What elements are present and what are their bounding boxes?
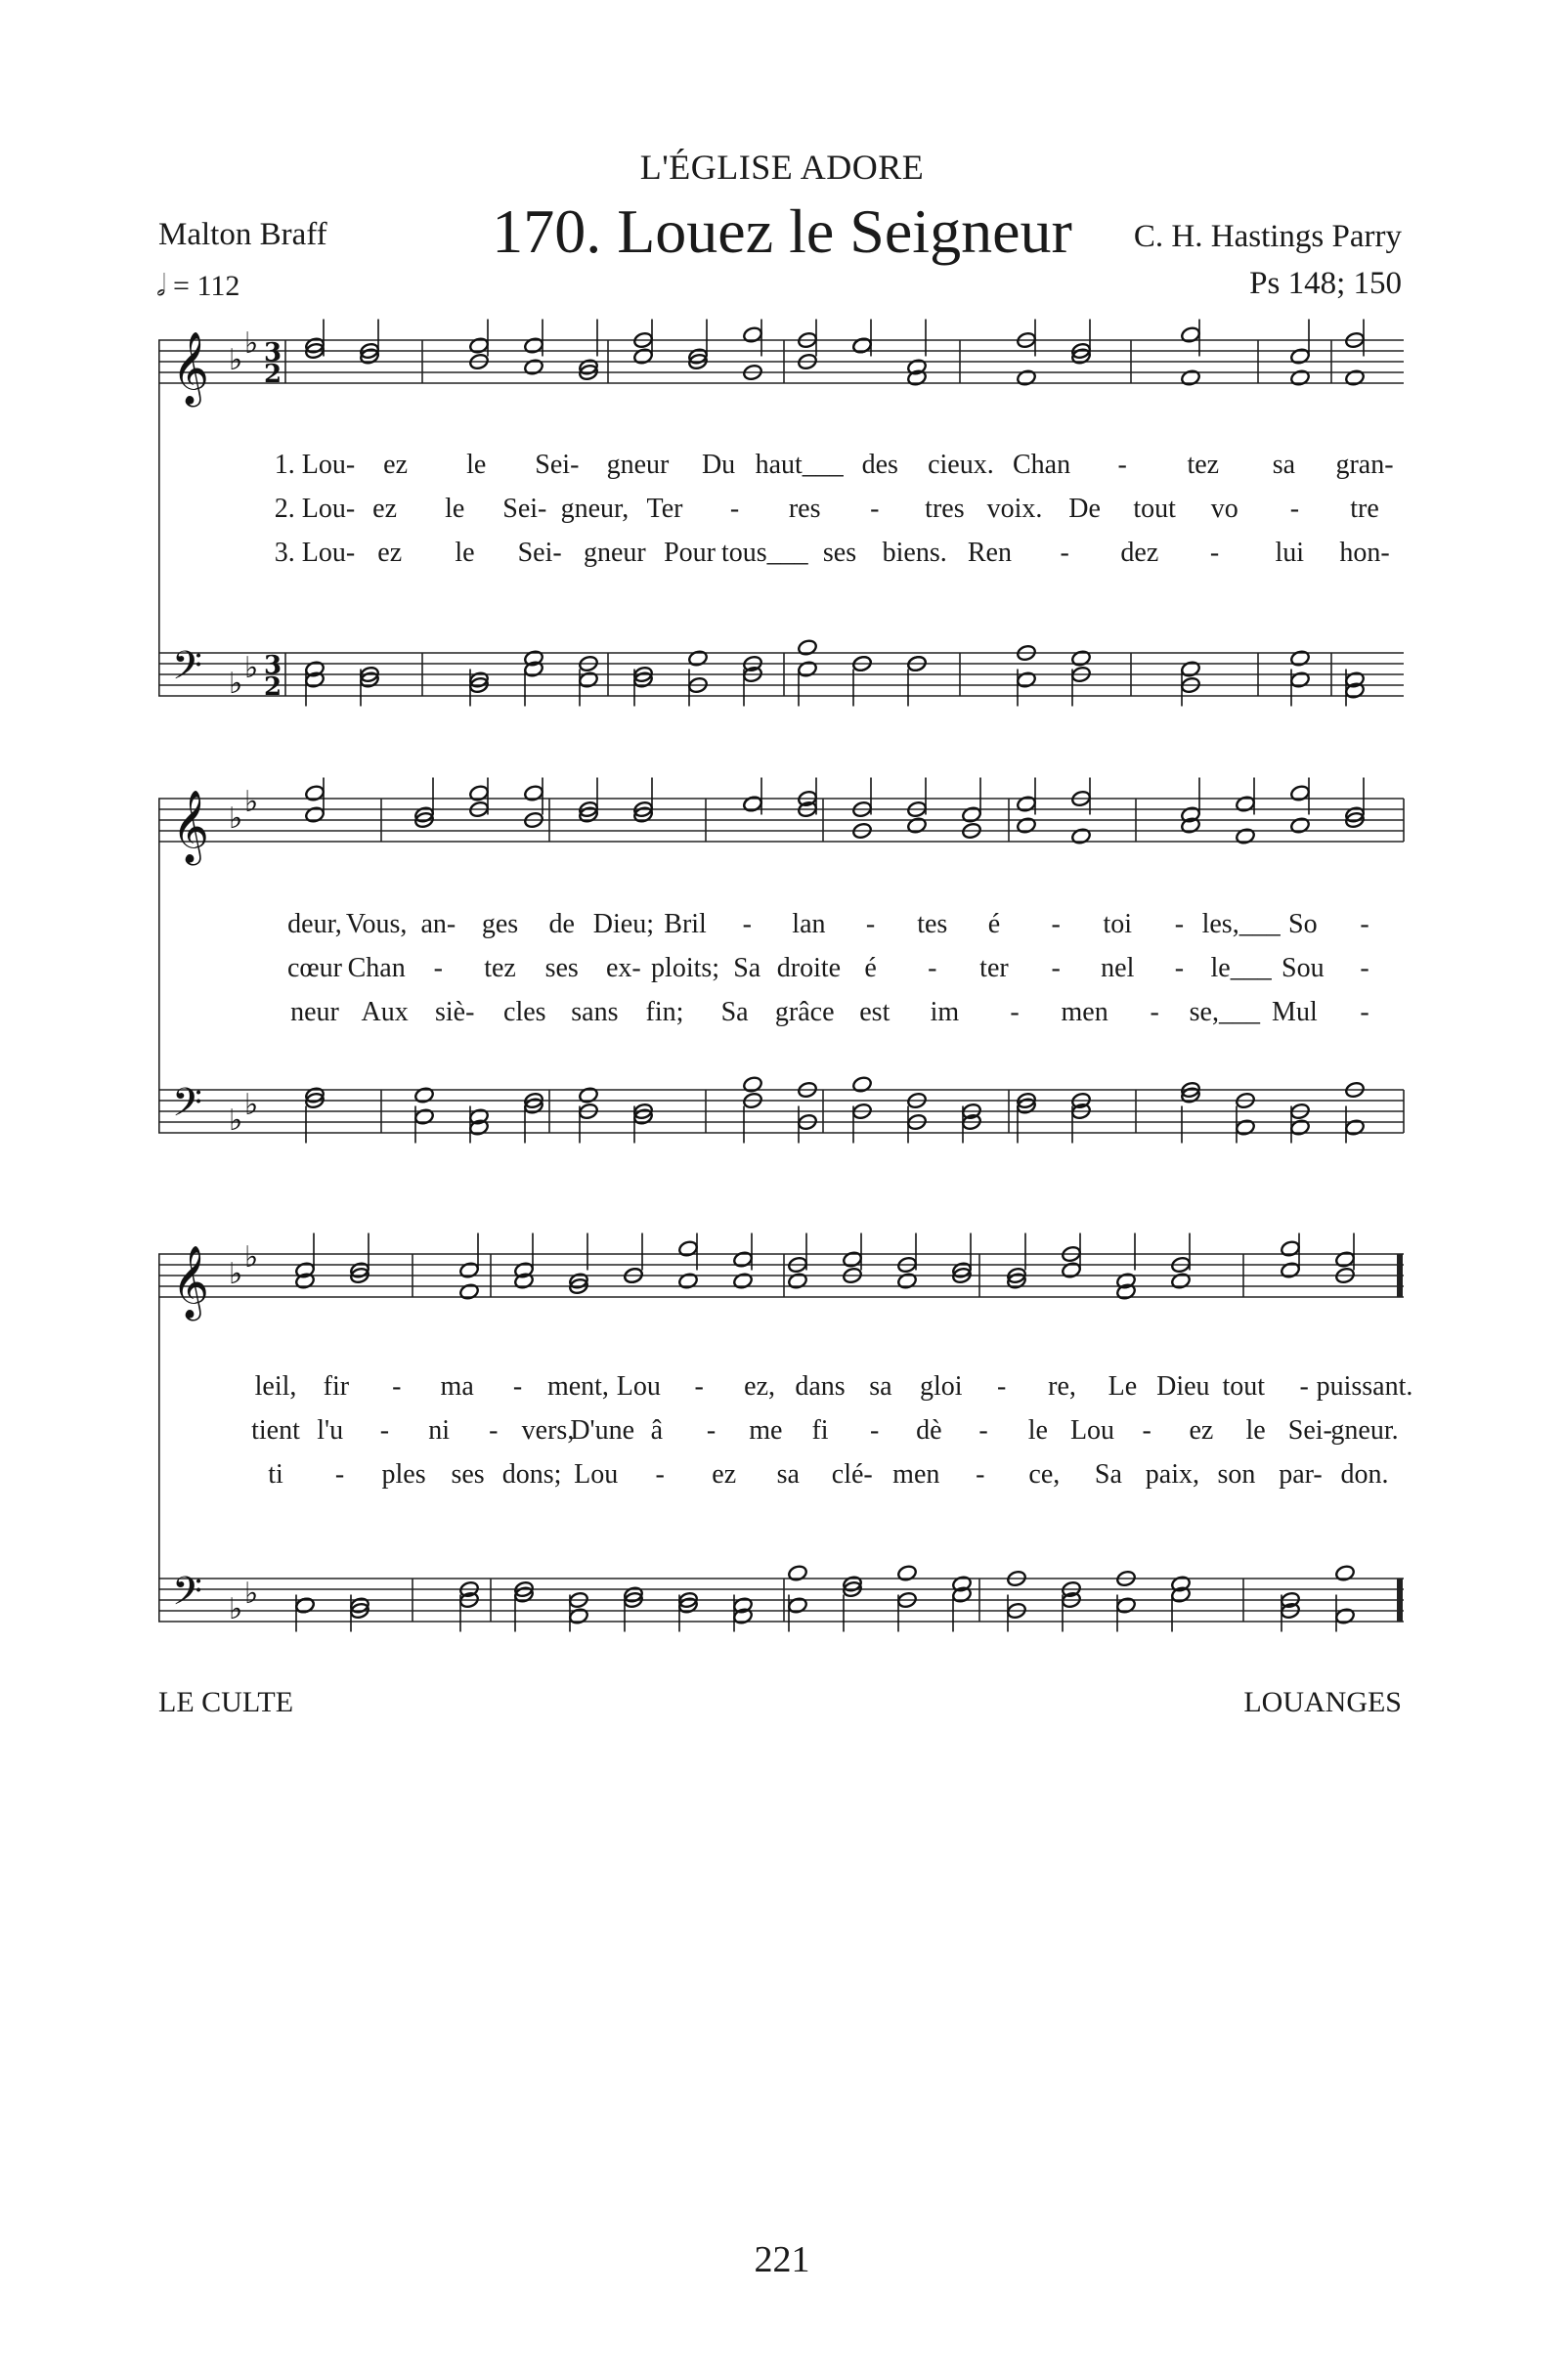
lyric-syllable: tout: [1222, 1371, 1265, 1402]
note-head: [961, 805, 981, 823]
note-head: [1289, 816, 1310, 834]
note-head: [1289, 784, 1310, 801]
lyric-syllable: -: [1174, 953, 1185, 983]
composer: C. H. Hastings Parry: [1133, 219, 1402, 254]
lyric-syllable: cles: [503, 997, 546, 1027]
note-head: [294, 1596, 315, 1614]
lyric-syllable: -: [1209, 538, 1220, 568]
lyric-syllable: -: [729, 494, 740, 524]
lyric-syllable: don.: [1340, 1459, 1389, 1490]
lyric-syllable: par-: [1279, 1459, 1323, 1490]
lyric-syllable: -: [489, 1415, 499, 1446]
note-head: [732, 1272, 753, 1289]
lyric-syllable: re,: [1048, 1371, 1076, 1402]
note-head: [1289, 649, 1310, 667]
note-head: [632, 347, 653, 365]
lyric-syllable: -: [379, 1415, 390, 1446]
lyric-syllable: sa: [776, 1459, 800, 1490]
hymn-number: 170.: [492, 196, 602, 266]
lyric-syllable: fir: [323, 1371, 350, 1402]
note-head: [304, 805, 325, 823]
note-head: [1070, 649, 1091, 667]
lyric-syllable: -: [512, 1371, 523, 1402]
lyric-syllable: Sa: [720, 997, 749, 1027]
lyric-syllable: dè: [916, 1415, 942, 1446]
lyric-syllable: -: [706, 1415, 717, 1446]
lyric-syllable: Ter: [646, 494, 683, 524]
lyric-syllable: voix.: [986, 494, 1043, 524]
lyric-syllable: des: [861, 450, 898, 480]
note-head: [797, 660, 817, 677]
bass-clef-icon: 𝄢: [172, 643, 202, 698]
lyric-syllable: ez,: [744, 1371, 776, 1402]
note-head: [1016, 795, 1036, 812]
note-head: [1170, 1272, 1191, 1289]
note-head: [523, 784, 543, 801]
lyric-syllable: Mul: [1272, 997, 1318, 1027]
note-head: [468, 784, 489, 801]
lyric-syllable: tre: [1350, 494, 1379, 524]
lyric-syllable: ses: [544, 953, 579, 983]
lyric-syllable: siè-: [434, 997, 475, 1027]
lyric-syllable: me: [749, 1415, 783, 1446]
note-head: [1061, 1261, 1081, 1278]
treble-staff: [158, 785, 1404, 866]
lyric-syllable: tient: [251, 1415, 300, 1446]
note-head: [523, 358, 543, 375]
music-system-3: [158, 1207, 1413, 1657]
lyric-syllable: men: [892, 1459, 940, 1490]
lyric-syllable: lan: [792, 909, 826, 939]
lyric-syllable: ploits;: [651, 953, 720, 983]
lyric-syllable: tez: [484, 953, 516, 983]
flat-icon: ♭: [244, 1240, 259, 1275]
lyric-syllable: -: [1010, 997, 1020, 1027]
lyric-syllable: fi: [811, 1415, 829, 1446]
note-head: [468, 336, 489, 354]
lyric-syllable: -: [1289, 494, 1300, 524]
note-head: [1016, 671, 1036, 688]
lyric-syllable: le: [1027, 1415, 1048, 1446]
lyric-syllable: le: [455, 538, 475, 568]
lyric-syllable: Le: [1108, 1371, 1138, 1402]
lyric-syllable: Du: [701, 450, 736, 480]
lyric-syllable: -: [978, 1415, 988, 1446]
note-head: [787, 1596, 807, 1614]
lyric-syllable: -: [1051, 909, 1061, 939]
note-head: [1070, 827, 1091, 844]
lyric-syllable: ex-: [605, 953, 641, 983]
lyric-syllable: l'u: [317, 1415, 344, 1446]
note-head: [578, 1086, 598, 1103]
lyric-syllable: tes: [917, 909, 948, 939]
lyric-syllable: ses: [822, 538, 857, 568]
lyric-syllable: ti: [268, 1459, 283, 1490]
note-head: [1016, 368, 1036, 386]
note-head: [1334, 1564, 1355, 1581]
note-head: [413, 1107, 434, 1125]
lyric-syllable: deur,: [287, 909, 342, 939]
lyric-syllable: paix,: [1145, 1459, 1200, 1490]
lyric-syllable: -: [996, 1371, 1007, 1402]
hymn-name: Louez le Seigneur: [617, 196, 1072, 266]
lyric-syllable: Vous,: [345, 909, 408, 939]
note-head: [1344, 1118, 1365, 1136]
lyric-syllable: gran-: [1335, 450, 1394, 480]
lyric-syllable: -: [392, 1371, 402, 1402]
lyric-syllable: Lou: [574, 1459, 619, 1490]
flat-icon: ♭: [244, 1577, 259, 1611]
lyric-syllable: tez: [1187, 450, 1220, 480]
lyric-syllable: men: [1061, 997, 1108, 1027]
note-head: [1289, 671, 1310, 688]
treble-clef-icon: 𝄞: [172, 332, 209, 405]
lyric-syllable: fin;: [645, 997, 684, 1027]
note-head: [1180, 660, 1200, 677]
note-head: [896, 1564, 917, 1581]
lyric-syllable: ma: [440, 1371, 474, 1402]
lyric-syllable: dans: [795, 1371, 846, 1402]
note-head: [458, 1282, 479, 1300]
note-head: [687, 649, 708, 667]
treble-clef-icon: 𝄞: [172, 1246, 209, 1319]
flat-icon: ♭: [229, 1592, 243, 1626]
music-system-2: [158, 757, 1404, 1197]
lyric-syllable: é: [987, 909, 1001, 939]
note-head: [1280, 1261, 1300, 1278]
lyric-syllable: le: [445, 494, 465, 524]
flat-icon: ♭: [244, 326, 259, 361]
lyric-syllable: nel: [1101, 953, 1135, 983]
lyric-syllable: le: [1245, 1415, 1266, 1446]
note-head: [523, 336, 543, 354]
note-head: [677, 1272, 698, 1289]
lyric-syllable: sa: [1272, 450, 1296, 480]
bass-staff: [158, 643, 1404, 702]
lyric-syllable: leil,: [254, 1371, 297, 1402]
lyric-syllable: ez: [1189, 1415, 1214, 1446]
lyric-syllable: gneur: [606, 450, 670, 480]
flat-icon: ♭: [229, 801, 243, 836]
lyric-syllable: Chan: [1012, 450, 1071, 480]
lyric-syllable: grâce: [774, 997, 835, 1027]
lyric-syllable: tous___: [720, 538, 808, 568]
lyric-syllable: -: [928, 953, 937, 983]
lyric-syllable: le: [466, 450, 487, 480]
note-head: [1235, 1118, 1255, 1136]
lyric-syllable: de: [548, 909, 575, 939]
lyric-syllable: -: [334, 1459, 345, 1490]
lyric-syllable: -: [433, 953, 444, 983]
lyric-syllable: ses: [451, 1459, 485, 1490]
note-head: [1016, 816, 1036, 834]
note-head: [797, 638, 817, 656]
lyric-syllable: le___: [1210, 953, 1272, 983]
lyric-syllable: ez: [383, 450, 409, 480]
lyric-syllable: se,___: [1189, 997, 1260, 1027]
lyric-syllable: -: [1060, 538, 1069, 568]
lyric-syllable: tout: [1133, 494, 1176, 524]
lyric-syllable: im: [930, 997, 960, 1027]
note-head: [842, 1250, 862, 1268]
treble-staff: [158, 326, 1404, 408]
note-head: [677, 1239, 698, 1257]
lyric-syllable: sa: [869, 1371, 892, 1402]
time-signature-numerator: 3: [264, 651, 282, 680]
lyric-syllable: 3. Lou-: [274, 538, 356, 568]
note-head: [1180, 325, 1200, 343]
lyric-syllable: Dieu;: [592, 909, 654, 939]
lyric-syllable: -: [655, 1459, 665, 1490]
note-head: [1289, 368, 1310, 386]
lyric-syllable: haut___: [755, 450, 844, 480]
note-head: [1280, 1239, 1300, 1257]
lyric-syllable: lui: [1275, 538, 1305, 568]
note-head: [851, 336, 872, 354]
lyric-syllable: dons;: [501, 1459, 562, 1490]
section-heading: L'ÉGLISE ADORE: [639, 148, 925, 187]
flat-icon: ♭: [229, 1103, 243, 1138]
note-head: [742, 795, 762, 812]
lyric-syllable: -: [742, 909, 752, 939]
lyric-syllable: -: [1150, 997, 1159, 1027]
lyric-syllable: ez: [377, 538, 403, 568]
lyric-syllable: tres: [925, 494, 965, 524]
time-signature-denominator: 2: [264, 672, 282, 702]
lyric-syllable: son: [1217, 1459, 1256, 1490]
note-head: [787, 1564, 807, 1581]
lyric-syllable: cœur: [287, 953, 342, 983]
lyric-syllable: 1. Lou-: [274, 450, 356, 480]
lyric-syllable: cieux.: [928, 450, 994, 480]
flat-icon: ♭: [244, 651, 259, 685]
note-head: [1344, 368, 1365, 386]
lyric-syllable: Bril: [664, 909, 707, 939]
lyric-syllable: clé-: [831, 1459, 873, 1490]
flat-icon: ♭: [244, 1088, 259, 1122]
lyric-syllable: Ren: [967, 538, 1012, 568]
note-head: [1115, 1596, 1136, 1614]
lyric-syllable: gneur,: [560, 494, 630, 524]
lyric-syllable: est: [859, 997, 891, 1027]
note-head: [1235, 827, 1255, 844]
note-head: [787, 1272, 807, 1289]
lyric-syllable: Aux: [361, 997, 409, 1027]
time-signature-numerator: 3: [264, 338, 282, 368]
lyric-syllable: ce,: [1028, 1459, 1061, 1490]
note-head: [896, 1272, 917, 1289]
bass-staff: [158, 1569, 1404, 1626]
lyric-syllable: -: [1360, 909, 1369, 939]
lyric-syllable: -: [694, 1371, 704, 1402]
note-head: [742, 325, 762, 343]
lyric-syllable: -: [870, 494, 880, 524]
lyric-syllable: neur: [290, 997, 339, 1027]
footer-category: LE CULTE: [158, 1686, 294, 1718]
page-number: 221: [754, 2239, 810, 2280]
lyric-syllable: les,___: [1201, 909, 1281, 939]
lyric-syllable: -: [870, 1415, 880, 1446]
bass-clef-icon: 𝄢: [172, 1080, 202, 1135]
lyric-syllable: -: [865, 909, 876, 939]
lyric-syllable: -: [1299, 1371, 1309, 1402]
lyric-syllable: 2. Lou-: [274, 494, 356, 524]
lyric-syllable: ples: [381, 1459, 426, 1490]
note-head: [1334, 1250, 1355, 1268]
lyric-syllable: Sei-: [535, 450, 580, 480]
lyric-syllable: Lou: [1069, 1415, 1115, 1446]
treble-clef-icon: 𝄞: [172, 791, 209, 863]
note-head: [742, 1075, 762, 1093]
lyric-syllable: dez: [1120, 538, 1159, 568]
note-head: [304, 784, 325, 801]
lyric-syllable: vers,: [521, 1415, 575, 1446]
lyric-syllable: -: [1051, 953, 1061, 983]
lyric-syllable: gloi: [919, 1371, 963, 1402]
lyric-syllable: Sei-: [1287, 1415, 1332, 1446]
lyric-syllable: -: [1117, 450, 1127, 480]
lyric-syllable: ter: [979, 953, 1009, 983]
time-signature-denominator: 2: [264, 360, 282, 389]
lyric-syllable: â: [650, 1415, 664, 1446]
tune-name: Malton Braff: [158, 217, 327, 252]
lyric-syllable: -: [976, 1459, 985, 1490]
lyric-syllable: ment,: [546, 1371, 609, 1402]
lyric-syllable: Pour: [664, 538, 717, 568]
lyric-syllable: -: [1142, 1415, 1151, 1446]
lyric-syllable: So: [1288, 909, 1318, 939]
note-head: [851, 1075, 872, 1093]
lyric-syllable: an-: [420, 909, 456, 939]
lyric-syllable: Sei-: [502, 494, 547, 524]
note-head: [1289, 347, 1310, 365]
note-head: [568, 1607, 588, 1624]
flat-icon: ♭: [229, 343, 243, 377]
lyric-syllable: sans: [571, 997, 619, 1027]
tempo-marking: 𝅗𝅥 = 112: [156, 270, 240, 302]
note-head: [732, 1250, 753, 1268]
lyric-syllable: é: [864, 953, 877, 983]
lyric-syllable: -: [1360, 953, 1369, 983]
treble-staff: [158, 1240, 1404, 1321]
note-head: [1235, 795, 1255, 812]
bass-clef-icon: 𝄢: [172, 1569, 202, 1623]
note-head: [1334, 1607, 1355, 1624]
bass-staff: [158, 1080, 1404, 1138]
lyric-syllable: toi: [1103, 909, 1133, 939]
lyric-syllable: Sa: [733, 953, 761, 983]
lyric-syllable: biens.: [882, 538, 947, 568]
lyric-syllable: Chan: [347, 953, 406, 983]
lyric-syllable: gneur: [583, 538, 646, 568]
note-head: [578, 671, 598, 688]
lyric-syllable: res: [788, 494, 821, 524]
lyric-syllable: -: [1174, 909, 1185, 939]
lyric-syllable: De: [1068, 494, 1101, 524]
flat-icon: ♭: [229, 667, 243, 701]
lyric-syllable: ez: [372, 494, 398, 524]
lyric-syllable: hon-: [1339, 538, 1390, 568]
lyric-syllable: Sei-: [517, 538, 562, 568]
note-head: [458, 1261, 479, 1278]
footer-subcategory: LOUANGES: [1243, 1686, 1402, 1718]
note-head: [906, 816, 927, 834]
music-system-1: [158, 293, 1404, 733]
flat-icon: ♭: [244, 785, 259, 819]
lyric-syllable: Lou: [616, 1371, 661, 1402]
note-head: [1180, 368, 1200, 386]
lyric-syllable: ges: [481, 909, 519, 939]
psalm-reference: Ps 148; 150: [1249, 266, 1402, 301]
lyric-syllable: Sou: [1282, 953, 1325, 983]
flat-icon: ♭: [229, 1257, 243, 1291]
lyric-syllable: Dieu: [1156, 1371, 1210, 1402]
note-head: [413, 1086, 434, 1103]
lyric-syllable: droite: [776, 953, 842, 983]
lyric-syllable: vo: [1210, 494, 1238, 524]
lyric-syllable: gneur.: [1330, 1415, 1399, 1446]
lyric-syllable: -: [1360, 997, 1369, 1027]
lyric-syllable: D'une: [570, 1415, 635, 1446]
lyric-syllable: Sa: [1094, 1459, 1122, 1490]
note-head: [1289, 1118, 1310, 1136]
lyric-syllable: puissant.: [1316, 1371, 1413, 1402]
lyric-syllable: ez: [712, 1459, 737, 1490]
lyric-syllable: ni: [428, 1415, 450, 1446]
